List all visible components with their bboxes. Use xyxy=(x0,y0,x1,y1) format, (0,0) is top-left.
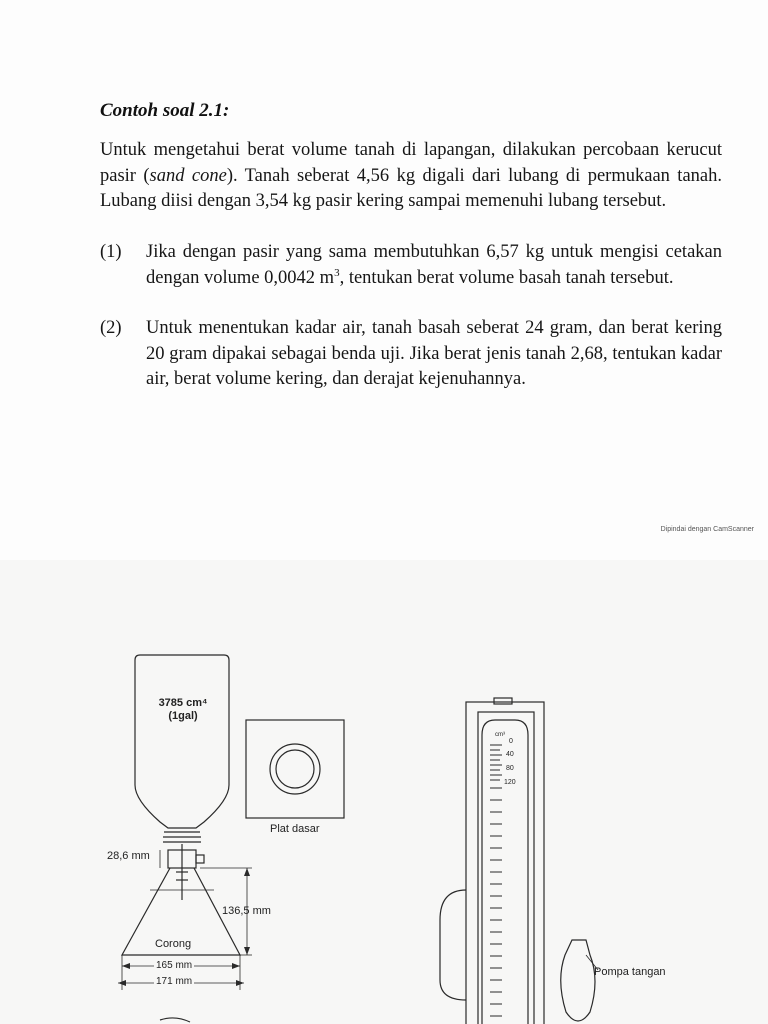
scale-tick-label-40: 40 xyxy=(506,751,514,758)
question-text-2: Untuk menentukan kadar air, tanah basah seberat 24 gram, dan berat kering 20 gram dipakai sebagai benda uji. Jika berat jenis tanah 2,68, tentukan kadar air, berat volume kering, dan derajat kejenuhannya. xyxy=(146,318,722,389)
plate-hole-outer xyxy=(270,744,320,794)
intro-paragraph xyxy=(100,138,722,215)
cylinder-cap xyxy=(494,698,512,704)
base-plate-label: Plat dasar xyxy=(270,823,320,835)
inner-width-label: 165 mm xyxy=(156,960,193,971)
base-plate xyxy=(246,720,344,818)
bottle-gallon-label: (1gal) xyxy=(168,710,198,722)
height-dimension-label: 136,5 mm xyxy=(222,905,271,917)
question-sup: 3 xyxy=(334,266,340,279)
cylinder-inner xyxy=(478,712,534,1024)
question-text-1a: Jika dengan pasir yang sama membutuhkan 6,57 kg untuk mengisi cetakan dengan volume 0,0042 m xyxy=(146,242,722,288)
cone-label: Corong xyxy=(155,938,192,950)
question-text-1b: , tentukan berat volume basah tanah tersebut. xyxy=(339,267,674,288)
handle-loop xyxy=(440,890,466,1000)
example-title: Contoh soal 2.1: xyxy=(100,100,230,121)
valve-handle xyxy=(196,855,204,863)
sand-cone-figure xyxy=(0,560,768,1024)
intro-text-2: ). Tanah seberat 4,56 kg digali dari lubang di permukaan tanah. Lubang diisi dengan 3,54 kg pasir kering sampai memenuhi lubang tersebut. xyxy=(100,165,722,211)
pump-label: Pompa tangan xyxy=(594,966,666,978)
scanner-watermark: Dipindai dengan CamScanner xyxy=(660,526,754,533)
bottle-volume-label: 3785 cm⁴ xyxy=(158,697,208,709)
question-number-1: (1) xyxy=(100,242,122,262)
outer-width-label: 171 mm xyxy=(156,976,193,987)
stand-foot xyxy=(160,1018,190,1022)
scale-tick-label-80: 80 xyxy=(506,765,514,772)
scale-tick-label-0: 0 xyxy=(509,738,513,745)
scale-tick-label-120: 120 xyxy=(504,779,516,786)
apparatus-drawing xyxy=(0,560,768,1024)
scale-unit-label: cm³ xyxy=(495,732,505,738)
intro-italic-term: sand cone xyxy=(149,165,227,186)
jar-outline xyxy=(135,655,229,828)
valve-dimension-label: 28,6 mm xyxy=(107,850,150,862)
plate-hole-inner xyxy=(276,750,314,788)
question-text-1 xyxy=(146,240,722,291)
question-number-2: (2) xyxy=(100,318,122,338)
intro-text-1: Untuk mengetahui berat volume tanah di lapangan, dilakukan percobaan kerucut pasir ( xyxy=(100,140,722,186)
cylinder-tube xyxy=(482,720,528,1024)
scale-ticks xyxy=(490,745,502,1016)
pump-bulb xyxy=(561,940,595,1021)
